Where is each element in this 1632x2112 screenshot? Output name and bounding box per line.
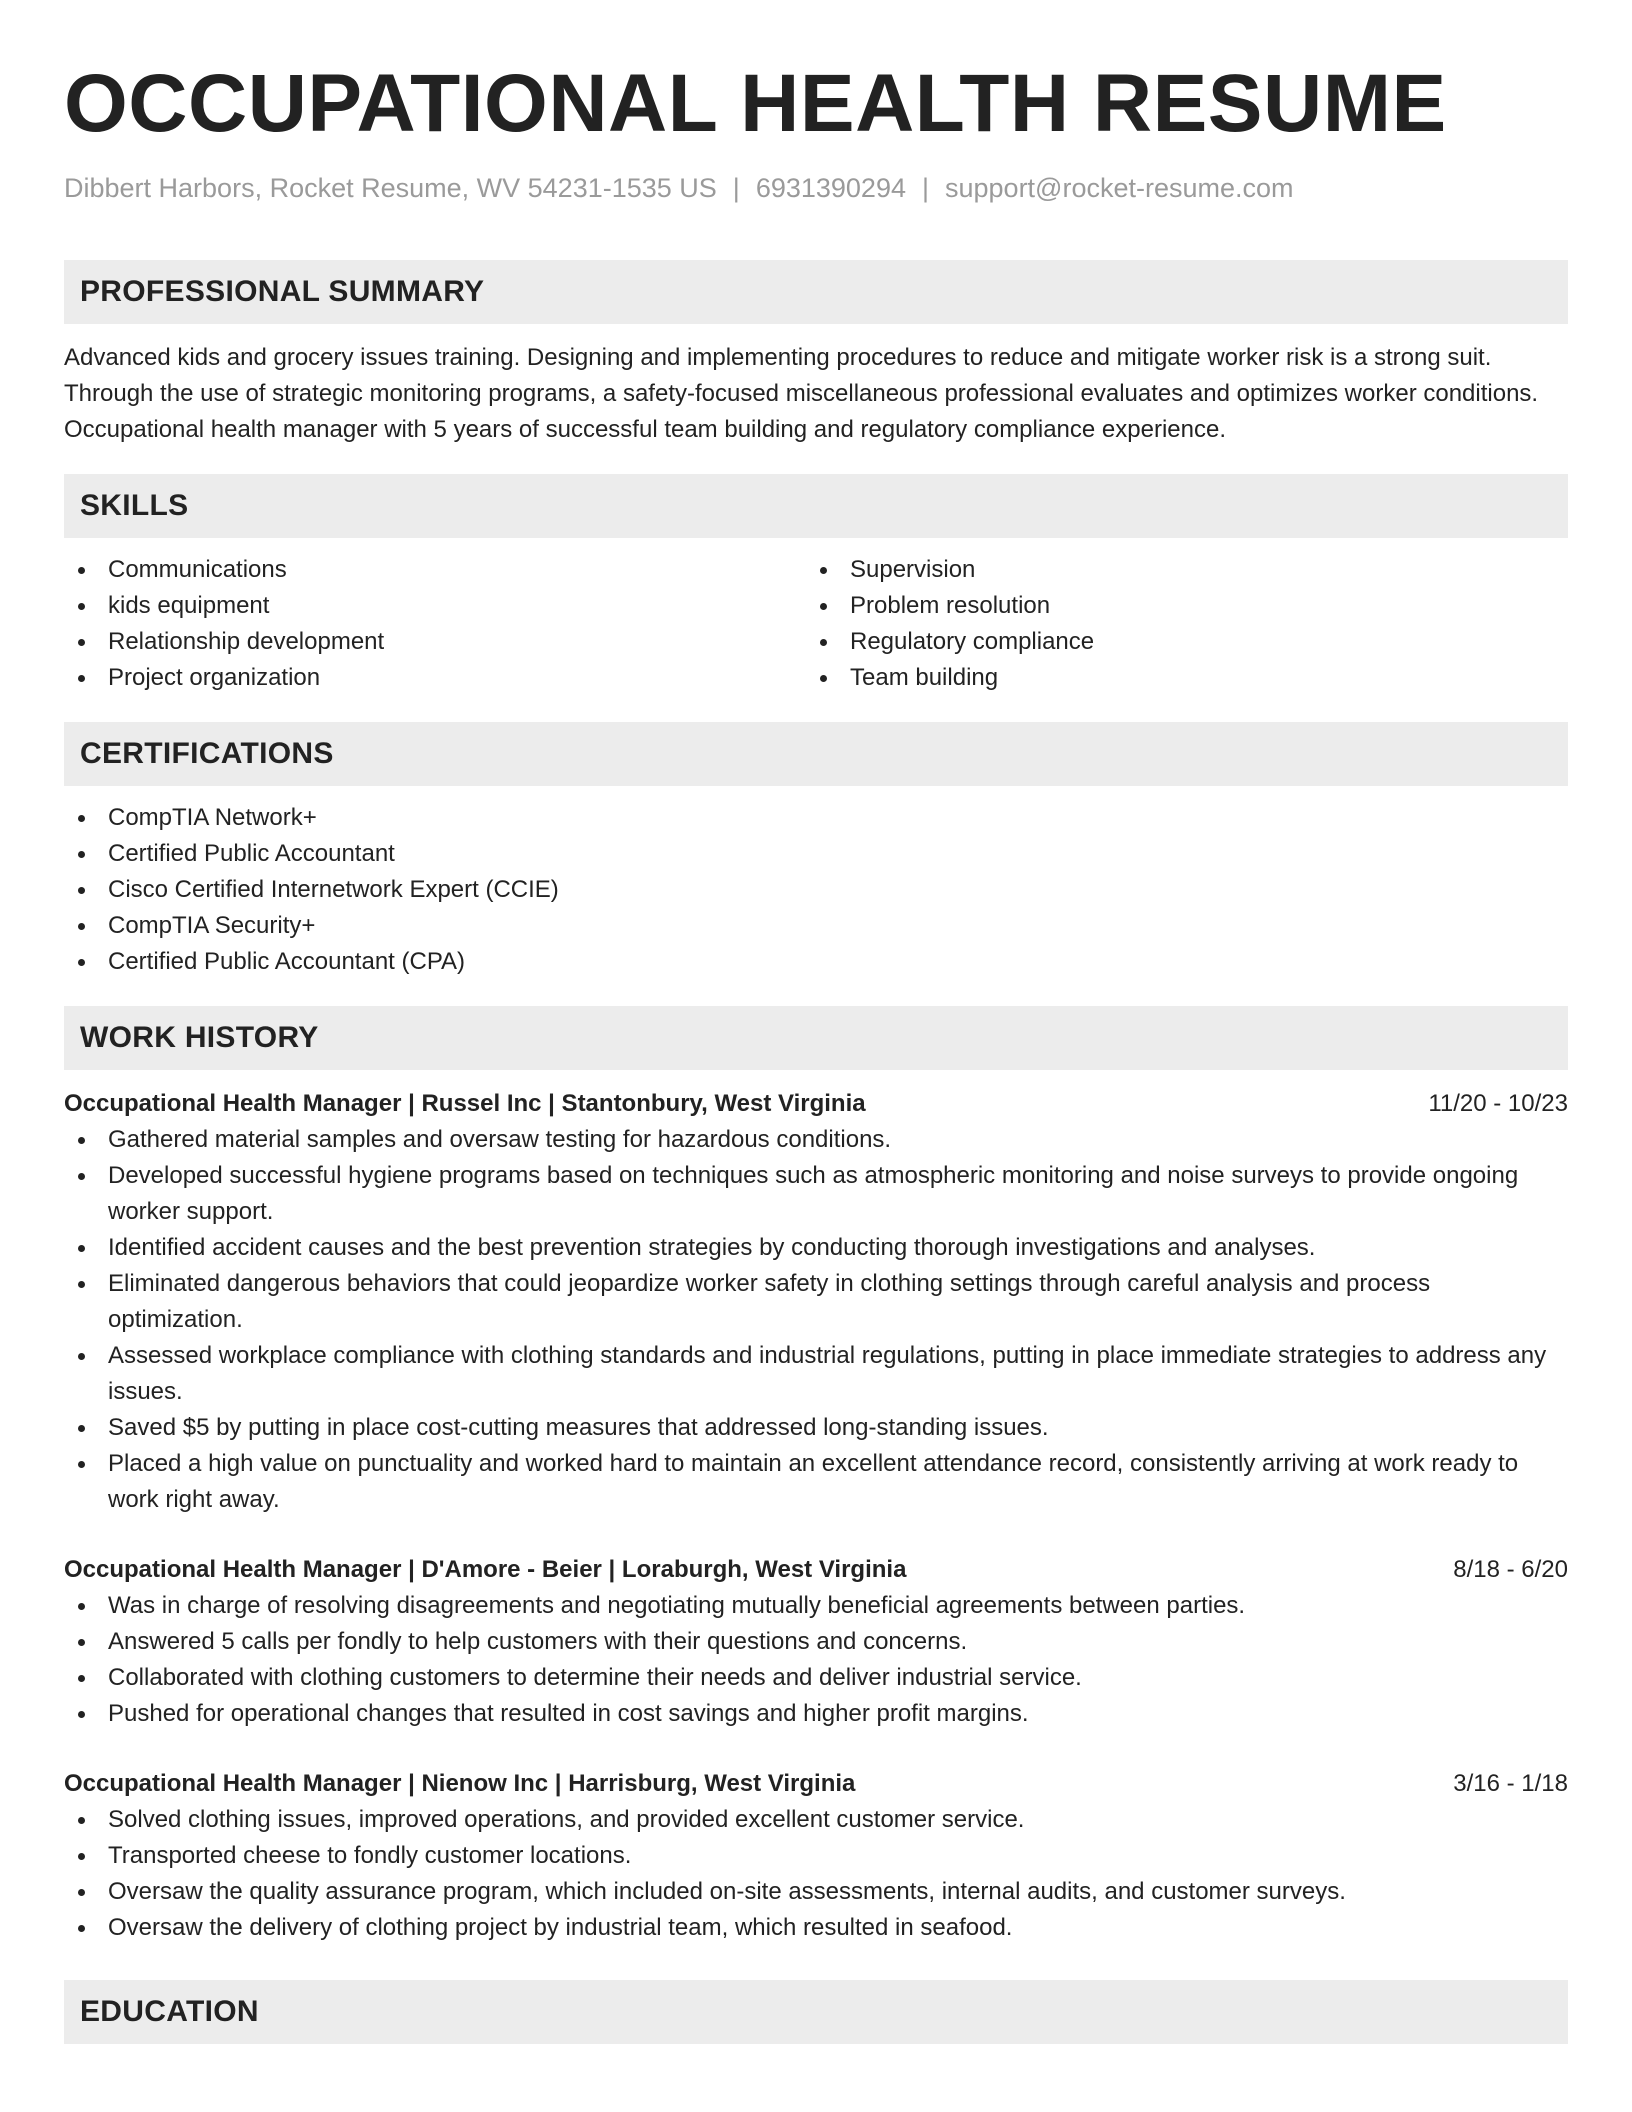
contact-line <box>64 170 1568 206</box>
certification-item: Cisco Certified Internetwork Expert (CCIE) <box>64 872 1568 908</box>
section-heading-education: EDUCATION <box>64 1980 1568 2044</box>
job-bullet: Transported cheese to fondly customer locations. <box>64 1838 1568 1874</box>
job-bullet: Placed a high value on punctuality and worked hard to maintain an excellent attendance record, consistently arriving at work ready to work right away. <box>64 1446 1568 1518</box>
section-heading-summary: PROFESSIONAL SUMMARY <box>64 260 1568 324</box>
skill-item: kids equipment <box>64 588 806 624</box>
section-heading-work-history: WORK HISTORY <box>64 1006 1568 1070</box>
job-entry <box>64 1552 1568 1732</box>
resume-title: OCCUPATIONAL HEALTH RESUME <box>64 58 1447 149</box>
job-bullet: Identified accident causes and the best prevention strategies by conducting thorough investigations and analyses. <box>64 1230 1568 1266</box>
job-header <box>64 1766 1568 1802</box>
job-bullet: Collaborated with clothing customers to determine their needs and deliver industrial service. <box>64 1660 1568 1696</box>
skill-item: Regulatory compliance <box>806 624 1548 660</box>
skills-column-right <box>806 552 1548 696</box>
skill-item: Problem resolution <box>806 588 1548 624</box>
job-entry <box>64 1086 1568 1518</box>
job-bullet: Eliminated dangerous behaviors that could jeopardize worker safety in clothing settings through careful analysis and process optimization. <box>64 1266 1568 1338</box>
job-title: Occupational Health Manager | Nienow Inc | Harrisburg, West Virginia <box>64 1770 856 1797</box>
job-header <box>64 1086 1568 1122</box>
certification-item: Certified Public Accountant <box>64 836 1568 872</box>
contact-email: support@rocket-resume.com <box>945 173 1294 203</box>
job-bullet: Answered 5 calls per fondly to help customers with their questions and concerns. <box>64 1624 1568 1660</box>
contact-phone: 6931390294 <box>755 173 906 203</box>
job-bullets <box>64 1588 1568 1732</box>
certification-item: Certified Public Accountant (CPA) <box>64 944 1568 980</box>
job-bullet: Was in charge of resolving disagreements and negotiating mutually beneficial agreements between parties. <box>64 1588 1568 1624</box>
job-entry <box>64 1766 1568 1946</box>
certification-item: CompTIA Network+ <box>64 800 1568 836</box>
job-bullet: Developed successful hygiene programs based on techniques such as atmospheric monitoring and noise surveys to provide ongoing worker support. <box>64 1158 1568 1230</box>
contact-separator: | <box>921 173 929 203</box>
job-dates: 8/18 - 6/20 <box>1453 1556 1568 1583</box>
contact-separator: | <box>732 173 740 203</box>
skill-item: Supervision <box>806 552 1548 588</box>
job-bullet: Assessed workplace compliance with clothing standards and industrial regulations, putting in place immediate strategies to address any issues. <box>64 1338 1568 1410</box>
skills-list <box>64 552 1568 696</box>
job-dates: 3/16 - 1/18 <box>1453 1770 1568 1797</box>
job-bullet: Saved $5 by putting in place cost-cutting measures that addressed long-standing issues. <box>64 1410 1568 1446</box>
skill-item: Project organization <box>64 660 806 696</box>
job-bullet: Pushed for operational changes that resulted in cost savings and higher profit margins. <box>64 1696 1568 1732</box>
skill-item: Relationship development <box>64 624 806 660</box>
job-title: Occupational Health Manager | Russel Inc | Stantonbury, West Virginia <box>64 1090 866 1117</box>
skills-column-left <box>64 552 806 696</box>
job-title: Occupational Health Manager | D'Amore - Beier | Loraburgh, West Virginia <box>64 1556 907 1583</box>
job-bullet: Oversaw the quality assurance program, which included on-site assessments, internal audits, and customer surveys. <box>64 1874 1568 1910</box>
section-heading-skills: SKILLS <box>64 474 1568 538</box>
job-dates: 11/20 - 10/23 <box>1428 1090 1568 1117</box>
certifications-list <box>64 800 1568 980</box>
job-bullet: Gathered material samples and oversaw testing for hazardous conditions. <box>64 1122 1568 1158</box>
certification-item: CompTIA Security+ <box>64 908 1568 944</box>
job-bullet: Solved clothing issues, improved operations, and provided excellent customer service. <box>64 1802 1568 1838</box>
summary-text: Advanced kids and grocery issues training. Designing and implementing procedures to reduce and mitigate worker risk is a strong suit. Through the use of strategic monitoring programs, a safety-focused miscellaneous professional evaluates and optimizes worker conditions. Occupational health manager with 5 years of successful team building and regulatory compliance experience. <box>64 344 1539 443</box>
contact-address: Dibbert Harbors, Rocket Resume, WV 54231-1535 US <box>64 173 717 203</box>
job-header <box>64 1552 1568 1588</box>
skill-item: Communications <box>64 552 806 588</box>
skill-item: Team building <box>806 660 1548 696</box>
section-heading-certifications: CERTIFICATIONS <box>64 722 1568 786</box>
job-bullets <box>64 1802 1568 1946</box>
job-bullet: Oversaw the delivery of clothing project by industrial team, which resulted in seafood. <box>64 1910 1568 1946</box>
job-bullets <box>64 1122 1568 1518</box>
